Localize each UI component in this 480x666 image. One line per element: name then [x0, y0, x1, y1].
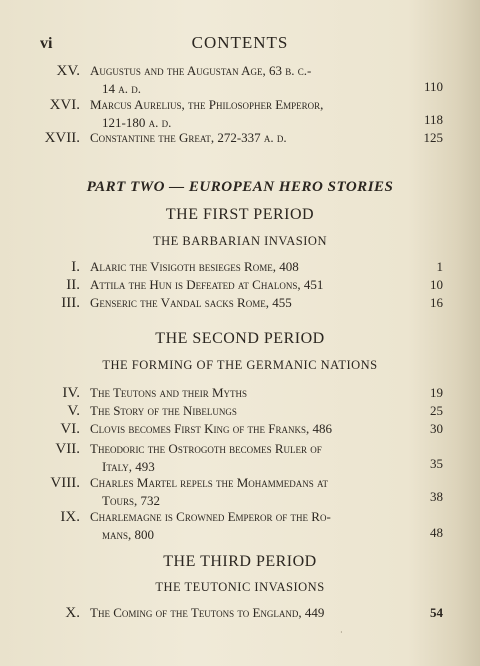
entry-page: 30 — [430, 421, 443, 436]
entry-title: Charles Martel repels the Mohammedans at — [90, 475, 329, 490]
entry-page: 110 — [423, 79, 443, 94]
entry-number: XV. — [56, 63, 80, 79]
entry-title-continued: Tours, 732 — [102, 493, 160, 508]
entry-title: Clovis becomes First King of the Franks, 486 — [90, 421, 333, 436]
entry-title: Attila the Hun is Defeated at Chalons, 451 — [90, 277, 324, 292]
entry-number: IX. — [60, 509, 80, 525]
entry-title: Genseric the Vandal sacks Rome, 455 — [90, 295, 292, 310]
entry-page: 1 — [436, 259, 443, 274]
entry-title-continued: 121-180 a. d. — [102, 115, 172, 130]
entry-number: VII. — [55, 441, 80, 457]
entry-page: 48 — [430, 525, 443, 540]
entry-title: Theodoric the Ostrogoth becomes Ruler of — [90, 441, 322, 456]
entry-page: 16 — [430, 295, 443, 310]
entry-number: IV. — [62, 385, 80, 401]
page-title: CONTENTS — [191, 33, 289, 52]
entry-page: 38 — [430, 489, 443, 504]
entry-number: I. — [71, 259, 80, 275]
entry-number: X. — [65, 605, 80, 621]
entry-page: 10 — [430, 277, 443, 292]
page-number: vi — [40, 35, 53, 52]
entry-page: 25 — [430, 403, 443, 418]
entry-title-continued: mans, 800 — [102, 527, 155, 542]
entry-number: II. — [66, 277, 80, 293]
entry-title-continued: 14 a. d. — [102, 81, 141, 96]
period-subtitle: THE TEUTONIC INVASIONS — [155, 580, 325, 594]
entry-number: VIII. — [50, 475, 80, 491]
entry-title: Constantine the Great, 272-337 a. d. — [90, 130, 287, 145]
entry-page: 35 — [430, 456, 443, 471]
part-heading: PART TWO — EUROPEAN HERO STORIES — [86, 179, 394, 195]
entry-number: III. — [61, 295, 80, 311]
entry-title: Alaric the Visigoth besieges Rome, 408 — [90, 259, 299, 274]
period-heading: THE SECOND PERIOD — [155, 330, 325, 347]
entry-number: XVII. — [44, 130, 80, 146]
entry-title-continued: Italy, 493 — [102, 459, 155, 474]
entry-page: 125 — [423, 130, 443, 145]
print-speck: · — [340, 628, 343, 637]
entry-number: XVI. — [49, 97, 80, 113]
entry-page: 19 — [430, 385, 443, 400]
entry-page: 118 — [423, 112, 443, 127]
period-heading: THE FIRST PERIOD — [165, 206, 315, 223]
period-subtitle: THE BARBARIAN INVASION — [153, 234, 327, 248]
entry-title: Marcus Aurelius, the Philosopher Emperor, — [90, 97, 324, 112]
entry-title: Charlemagne is Crowned Emperor of the Ro- — [90, 509, 331, 524]
page-header — [0, 33, 480, 55]
entry-number: V. — [67, 403, 80, 419]
period-heading: THE THIRD PERIOD — [163, 553, 317, 570]
period-subtitle: THE FORMING OF THE GERMANIC NATIONS — [102, 358, 378, 372]
entry-title: The Story of the Nibelungs — [90, 403, 237, 418]
entry-title: The Coming of the Teutons to England, 449 — [90, 605, 325, 620]
entry-title: Augustus and the Augustan Age, 63 b. c.- — [90, 63, 312, 78]
entry-title: The Teutons and their Myths — [90, 385, 248, 400]
entry-number: VI. — [60, 421, 80, 437]
entry-page: 54 — [430, 605, 443, 620]
